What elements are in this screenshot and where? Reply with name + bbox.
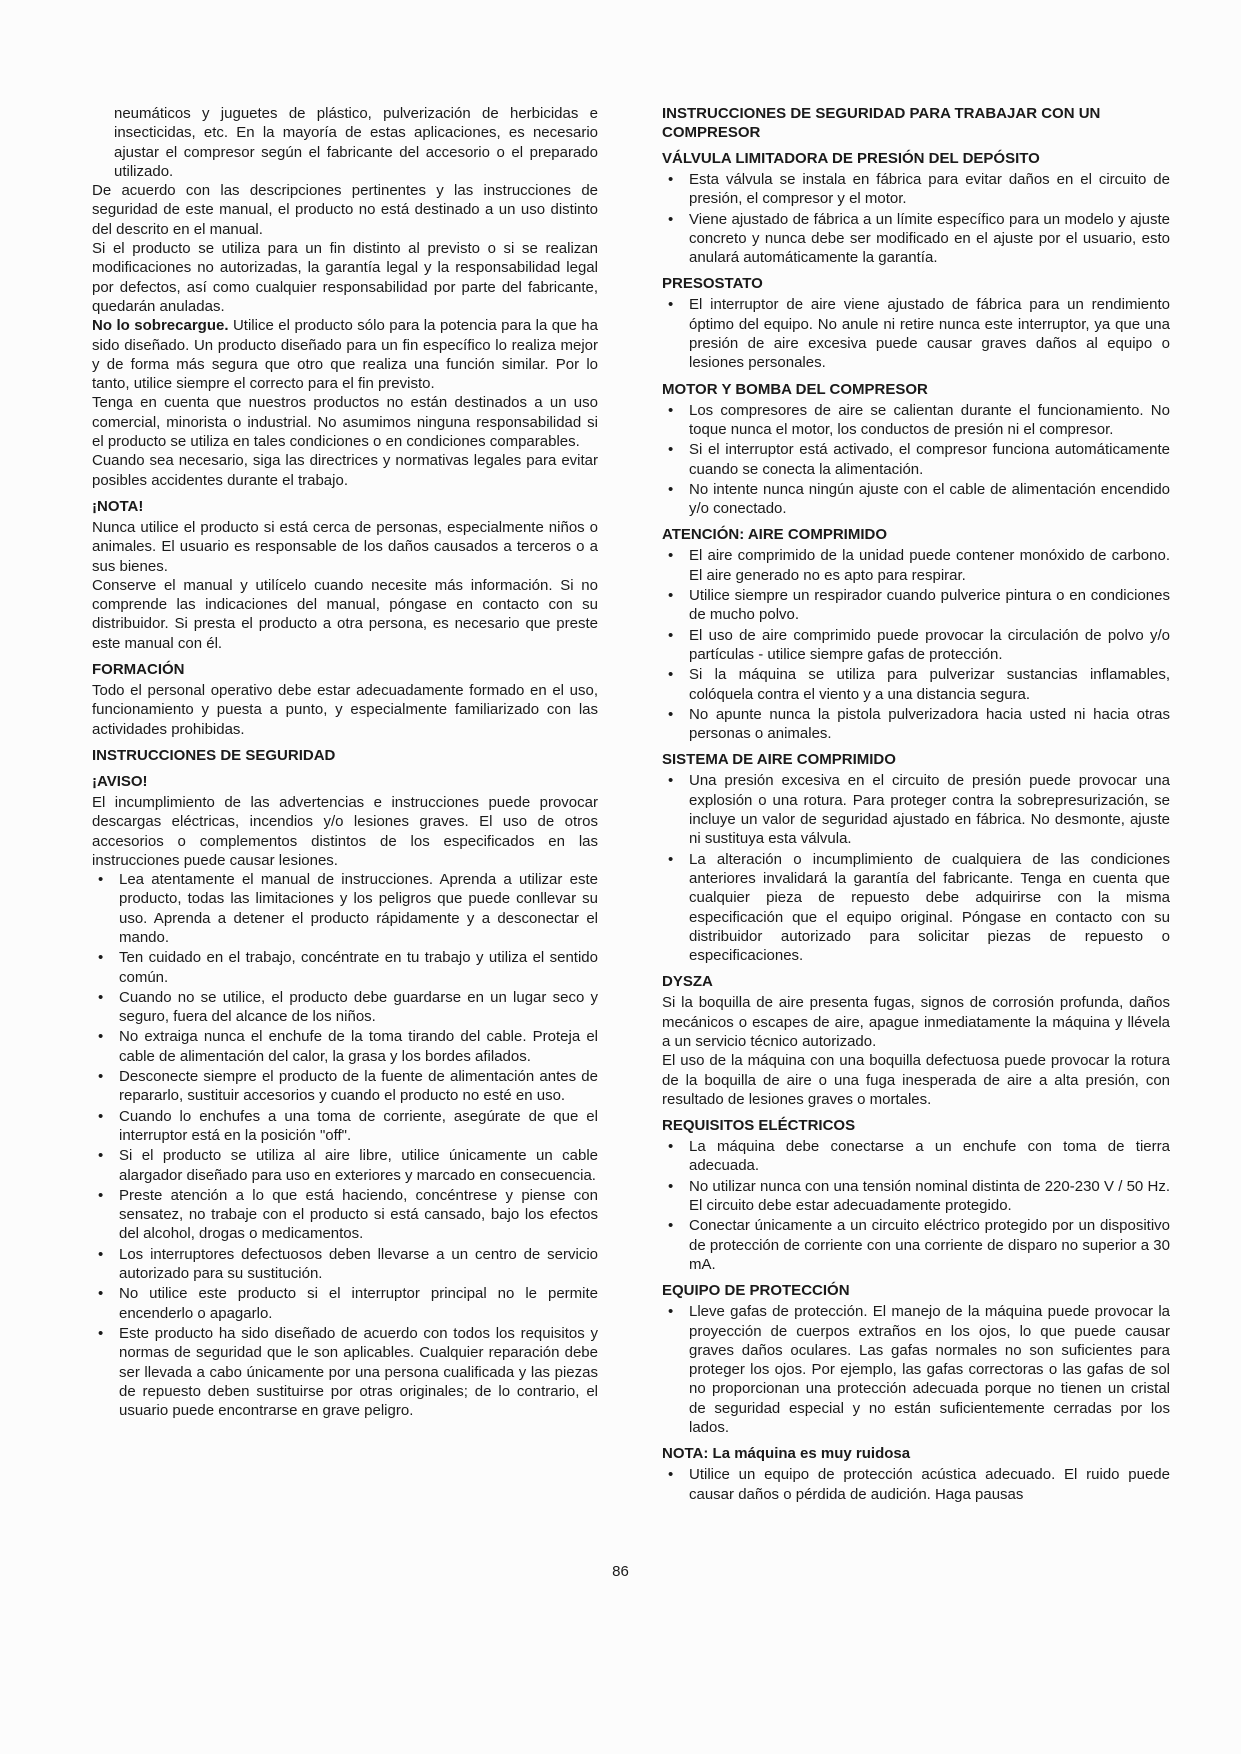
list-item: • Viene ajustado de fábrica a un límite específico para un modelo y ajuste concreto y nunca debe ser modificado en el ajuste por el usuario, esto anulará automáticamente la garantía. [662, 210, 1170, 268]
list-item: • El aire comprimido de la unidad puede contener monóxido de carbono. El aire generado no es apto para respirar. [662, 546, 1170, 585]
heading-aviso: ¡AVISO! [92, 772, 148, 790]
list-item: • Los compresores de aire se calientan durante el funcionamiento. No toque nunca el motor, los conductos de presión ni el compresor. [662, 401, 1170, 440]
heading-noise-note: NOTA: La máquina es muy ruidosa [662, 1445, 911, 1463]
list-item: • Si el interruptor está activado, el compresor funciona automáticamente cuando se conecta la alimentación. [662, 440, 1170, 479]
list-item: • Los interruptores defectuosos deben llevarse a un centro de servicio autorizado para su sustitución. [92, 1245, 598, 1284]
list-item: • Utilice un equipo de protección acústica adecuado. El ruido puede causar daños o pérdida de audición. Haga pausas [662, 1465, 1170, 1504]
paragraph-nota: Nunca utilice el producto si está cerca de personas, especialmente niños o animales. El usuario es responsable de los daños causados a terceros o a sus bienes. [92, 518, 598, 575]
list-item: • La máquina debe conectarse a un enchufe con toma de tierra adecuada. [662, 1137, 1170, 1176]
air-system-list [662, 771, 1170, 965]
heading-compressor-safety: INSTRUCCIONES DE SEGURIDAD PARA TRABAJAR CON UN COMPRESOR [662, 105, 1101, 141]
page-number: 86 [612, 1563, 629, 1580]
heading-nota: ¡NOTA! [92, 497, 144, 515]
list-item: • No utilizar nunca con una tensión nominal distinta de 220-230 V / 50 Hz. El circuito debe estar adecuadamente protegido. [662, 1177, 1170, 1216]
heading-safety-instructions: INSTRUCCIONES DE SEGURIDAD [92, 746, 336, 764]
paragraph-commercial-use: Tenga en cuenta que nuestros productos no están destinados a un uso comercial, minorista o industrial. No asumimos ninguna responsabilidad si el producto se utiliza en tales condiciones o en condiciones comparables. [92, 394, 598, 451]
heading-compressed-air-warning: ATENCIÓN: AIRE COMPRIMIDO [662, 526, 887, 544]
electrical-list [662, 1137, 1170, 1274]
heading-formacion: FORMACIÓN [92, 661, 185, 679]
list-item: • Desconecte siempre el producto de la fuente de alimentación antes de repararlo, sustituir accesorios y cuando el producto no esté en uso. [92, 1067, 598, 1106]
noise-list [662, 1465, 1170, 1504]
list-item: • No utilice este producto si el interruptor principal no le permite encenderlo o apagarlo. [92, 1284, 598, 1323]
list-item: • Cuando lo enchufes a una toma de corriente, asegúrate de que el interruptor está en la posición "off". [92, 1107, 598, 1146]
paragraph-overload [92, 316, 598, 393]
list-item: • No intente nunca ningún ajuste con el cable de alimentación encendido y/o conectado. [662, 480, 1170, 519]
paragraph-dysza-2: El uso de la máquina con una boquilla defectuosa puede provocar la rotura de la boquilla de aire o una fuga inesperada de aire a alta presión, con resultado de lesiones graves o mortales. [662, 1052, 1170, 1108]
list-item: • Si el producto se utiliza al aire libre, utilice únicamente un cable alargador diseñado para uso en exteriores y marcado en consecuencia. [92, 1146, 598, 1185]
overload-text: Utilice el producto sólo para la potencia para la que ha sido diseñado. Un producto diseñado para un fin específico lo realiza mejor y de forma más segura que otro que realiza una función similar. Por lo tanto, utilice siempre el correcto para el fin previsto. [92, 317, 598, 393]
right-column [662, 104, 1170, 1504]
heading-air-system: SISTEMA DE AIRE COMPRIMIDO [662, 751, 896, 769]
valve-list [662, 170, 1170, 267]
list-item: • El interruptor de aire viene ajustado de fábrica para un rendimiento óptimo del equipo. No anule ni retire nunca este interruptor, ya que una presión de aire excesiva puede causar graves daños al equipo o lesiones personales. [662, 295, 1170, 372]
paragraph-keep-manual: Conserve el manual y utilícelo cuando necesite más información. Si no comprende las indicaciones del manual, póngase en contacto con su distribuidor. Si presta el producto a otra persona, es necesario que preste este manual con él. [92, 576, 598, 652]
list-item: • Conectar únicamente a un circuito eléctrico protegido por un dispositivo de protección de corriente con una corriente de disparo no superior a 30 mA. [662, 1216, 1170, 1274]
paragraph-aviso: El incumplimiento de las advertencias e instrucciones puede provocar descargas eléctricas, incendios y/o lesiones graves. El uso de otros accesorios o complementos distintos de los especificados en las instrucciones puede causar lesiones. [92, 793, 598, 869]
list-item: • Si la máquina se utiliza para pulverizar sustancias inflamables, colóquela contra el viento y a una distancia segura. [662, 665, 1170, 704]
paragraph-dysza-1: Si la boquilla de aire presenta fugas, signos de corrosión profunda, daños mecánicos o escapes de aire, apague inmediatamente la máquina y llévela a un servicio técnico autorizado. [662, 994, 1170, 1050]
heading-dysza: DYSZA [662, 973, 713, 991]
heading-motor: MOTOR Y BOMBA DEL COMPRESOR [662, 380, 928, 398]
list-item: • Cuando no se utilice, el producto debe guardarse en un lugar seco y seguro, fuera del alcance de los niños. [92, 988, 598, 1027]
paragraph-formacion: Todo el personal operativo debe estar adecuadamente formado en el uso, funcionamiento y puesta a punto, y especialmente familiarizado con las actividades prohibidas. [92, 682, 598, 738]
list-item: • Preste atención a lo que está haciendo, concéntrese y piense con sensatez, no trabaje con el producto si está cansado, bajo los efectos del alcohol, drogas o medicamentos. [92, 1186, 598, 1244]
heading-valve: VÁLVULA LIMITADORA DE PRESIÓN DEL DEPÓSITO [662, 150, 1040, 167]
list-item: • Utilice siempre un respirador cuando pulverice pintura o en condiciones de mucho polvo. [662, 586, 1170, 625]
list-item: • Esta válvula se instala en fábrica para evitar daños en el circuito de presión, el compresor y el motor. [662, 170, 1170, 209]
list-item: • Lleve gafas de protección. El manejo de la máquina puede provocar la proyección de cuerpos extraños en los ojos, lo que puede causar graves daños oculares. Las gafas normales no son suficientes para proteger los ojos. Por ejemplo, las gafas correctoras o las gafas de sol no proporcionan una protección adecuada porque no tienen un cristal de seguridad especial y no están suficientemente cerradas por los lados. [662, 1302, 1170, 1437]
overload-lead: No lo sobrecargue. [92, 317, 229, 335]
heading-protective-equipment: EQUIPO DE PROTECCIÓN [662, 1282, 850, 1300]
heading-presostato: PRESOSTATO [662, 275, 763, 293]
list-item: • Ten cuidado en el trabajo, concéntrate en tu trabajo y utiliza el sentido común. [92, 948, 598, 987]
compressed-air-list [662, 546, 1170, 743]
list-item: • No extraiga nunca el enchufe de la toma tirando del cable. Proteja el cable de alimentación del calor, la grasa y los bordes afilados. [92, 1027, 598, 1066]
paragraph-intended-use: De acuerdo con las descripciones pertinentes y las instrucciones de seguridad de este manual, el producto no está destinado a un uso distinto del descrito en el manual. [92, 182, 598, 238]
presostato-list [662, 295, 1170, 372]
safety-bullet-list [92, 870, 598, 1420]
paragraph-intro-continuation: neumáticos y juguetes de plástico, pulverización de herbicidas e insecticidas, etc. En la mayoría de estas aplicaciones, es necesario ajustar el compresor según el fabricante del accesorio o el preparado utilizado. [114, 105, 598, 180]
paragraph-other-use: Si el producto se utiliza para un fin distinto al previsto o si se realizan modificaciones no autorizadas, la garantía legal y la responsabilidad legal por defectos, así como cualquier responsabilidad por parte del fabricante, quedarán anuladas. [92, 240, 598, 315]
heading-electrical: REQUISITOS ELÉCTRICOS [662, 1117, 856, 1135]
list-item: • Lea atentamente el manual de instrucciones. Aprenda a utilizar este producto, todas las limitaciones y los peligros que puede conllevar su uso. Aprenda a detener el producto rápidamente y a desconectar el mando. [92, 870, 598, 947]
list-item: • La alteración o incumplimiento de cualquiera de las condiciones anteriores invalidará la garantía del fabricante. Tenga en cuenta que cualquier pieza de repuesto debe adquirirse con la misma especificación que el equipo original. Póngase en contacto con su distribuidor autorizado para solicitar piezas de repuesto o especificaciones. [662, 850, 1170, 966]
left-column [92, 104, 598, 1420]
list-item: • El uso de aire comprimido puede provocar la circulación de polvo y/o partículas - utilice siempre gafas de protección. [662, 626, 1170, 665]
list-item: • No apunte nunca la pistola pulverizadora hacia usted ni hacia otras personas o animales. [662, 705, 1170, 744]
motor-list [662, 401, 1170, 519]
list-item: • Este producto ha sido diseñado de acuerdo con todos los requisitos y normas de seguridad que le son aplicables. Cualquier reparación debe ser llevada a cabo únicamente por una persona cualificada y las piezas de repuesto deben sustituirse por otras originales; de lo contrario, el usuario puede encontrarse en grave peligro. [92, 1324, 598, 1420]
list-item: • Una presión excesiva en el circuito de presión puede provocar una explosión o una rotura. Para proteger contra la sobrepresurización, se incluye un valor de seguridad ajustado en fábrica. No desmonte, ajuste ni sustituya esta válvula. [662, 771, 1170, 848]
protective-equipment-list [662, 1302, 1170, 1437]
paragraph-regulations: Cuando sea necesario, siga las directrices y normativas legales para evitar posibles accidentes durante el trabajo. [92, 452, 598, 489]
